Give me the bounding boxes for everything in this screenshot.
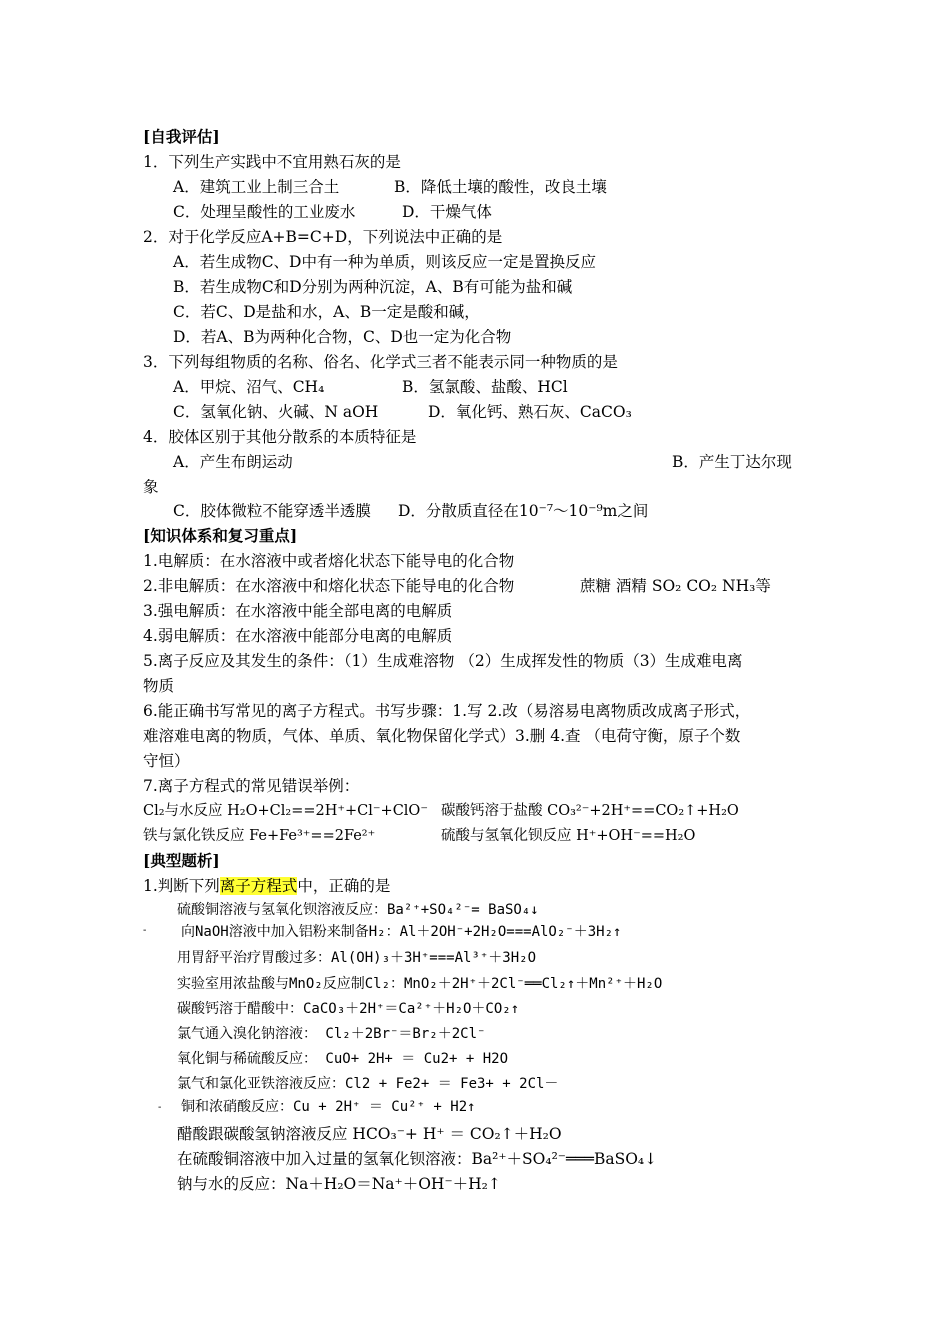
highlighted-term: 离子方程式 xyxy=(219,877,298,895)
analysis-question-1 xyxy=(143,876,390,896)
question-1-option-d: D．干燥气体 xyxy=(402,203,492,221)
question-1-option-c: C．处理呈酸性的工业废水 xyxy=(173,203,356,221)
error-example-2-right: 硫酸与氢氧化钡反应 H⁺+OH⁻==H₂O xyxy=(441,828,696,844)
analysis-question-1-suffix: 中，正确的是 xyxy=(297,877,391,895)
knowledge-point-5-line-2: 物质 xyxy=(143,677,175,695)
knowledge-point-2-examples: 蔗糖 酒精 SO₂ CO₂ NH₃等 xyxy=(580,577,771,595)
question-2-option-a: A．若生成物C、D中有一种为单质，则该反应一定是置换反应 xyxy=(173,253,596,271)
question-3-stem: 3．下列每组物质的名称、俗名、化学式三者不能表示同一种物质的是 xyxy=(143,353,618,371)
knowledge-point-6-line-3: 守恒） xyxy=(143,752,190,770)
bullet-mark: - xyxy=(158,1102,162,1113)
question-2-option-b: B．若生成物C和D分别为两种沉淀，A、B有可能为盐和碱 xyxy=(173,278,573,296)
knowledge-point-1: 1.电解质：在水溶液中或者熔化状态下能导电的化合物 xyxy=(143,552,515,570)
equation-item: 向NaOH溶液中加入铝粉来制备H₂：Al＋2OH⁻+2H₂O===AlO₂⁻＋3H₂↑ xyxy=(181,924,622,940)
error-example-1-right: 碳酸钙溶于盐酸 CO₃²⁻+2H⁺==CO₂↑+H₂O xyxy=(441,803,739,819)
knowledge-point-6-line-1: 6.能正确书写常见的离子方程式。书写步骤：1.写 2.改（易溶易电离物质改成离子形式， xyxy=(143,702,751,720)
equation-item: 在硫酸铜溶液中加入过量的氢氧化钡溶液：Ba²⁺＋SO₄²⁻═══BaSO₄↓ xyxy=(177,1150,658,1168)
knowledge-point-4: 4.弱电解质：在水溶液中能部分电离的电解质 xyxy=(143,627,453,645)
question-2-stem: 2．对于化学反应A+B=C+D，下列说法中正确的是 xyxy=(143,228,503,246)
knowledge-point-5-line-1: 5.离子反应及其发生的条件：（1）生成难溶物 （2）生成挥发性的物质（3）生成难电离 xyxy=(143,652,743,670)
equation-item: 醋酸跟碳酸氢钠溶液反应 HCO₃⁻+ H⁺ ＝ CO₂↑＋H₂O xyxy=(177,1125,562,1143)
question-3-option-d: D．氧化钙、熟石灰、CaCO₃ xyxy=(428,403,632,421)
question-1-stem: 1．下列生产实践中不宜用熟石灰的是 xyxy=(143,153,401,171)
section-heading-analysis: [典型题析] xyxy=(143,851,220,870)
question-3-option-c: C．氢氧化钠、火碱、N aOH xyxy=(173,403,379,421)
knowledge-point-3: 3.强电解质：在水溶液中能全部电离的电解质 xyxy=(143,602,453,620)
section-heading-self-eval: [自我评估] xyxy=(143,127,220,146)
question-2-option-d: D．若A、B为两种化合物，C、D也一定为化合物 xyxy=(173,328,512,346)
section-heading-knowledge: [知识体系和复习重点] xyxy=(143,526,298,545)
question-4-option-d: D．分散质直径在10⁻⁷～10⁻⁹m之间 xyxy=(398,502,649,520)
question-4-option-a: A．产生布朗运动 xyxy=(173,453,293,471)
equation-item: 氯气通入溴化钠溶液： Cl₂＋2Br⁻＝Br₂＋2Cl⁻ xyxy=(177,1026,486,1042)
question-4-stem: 4．胶体区别于其他分散系的本质特征是 xyxy=(143,428,417,446)
knowledge-point-2: 2.非电解质：在水溶液中和熔化状态下能导电的化合物 xyxy=(143,577,515,595)
analysis-question-1-prefix: 1.判断下列 xyxy=(143,877,220,895)
error-example-2-left: 铁与氯化铁反应 Fe+Fe³⁺==2Fe²⁺ xyxy=(143,828,376,844)
equation-item: 铜和浓硝酸反应：Cu + 2H⁺ ＝ Cu²⁺ + H2↑ xyxy=(181,1099,476,1115)
equation-item: 用胃舒平治疗胃酸过多：Al(OH)₃＋3H⁺===Al³⁺＋3H₂O xyxy=(177,950,537,966)
error-example-1-left: Cl₂与水反应 H₂O+Cl₂==2H⁺+Cl⁻+ClO⁻ xyxy=(143,803,428,819)
bullet-mark: - xyxy=(143,925,147,936)
equation-item: 钠与水的反应：Na＋H₂O＝Na⁺＋OH⁻＋H₂↑ xyxy=(177,1175,501,1193)
question-4-option-c: C．胶体微粒不能穿透半透膜 xyxy=(173,502,371,520)
knowledge-point-7: 7.离子方程式的常见错误举例： xyxy=(143,777,360,795)
question-3-option-a: A．甲烷、沼气、CH₄ xyxy=(173,378,325,396)
question-2-option-c: C．若C、D是盐和水，A、B一定是酸和碱， xyxy=(173,303,480,321)
equation-item: 碳酸钙溶于醋酸中：CaCO₃＋2H⁺＝Ca²⁺＋H₂O＋CO₂↑ xyxy=(177,1001,520,1017)
equation-item: 实验室用浓盐酸与MnO₂反应制Cl₂：MnO₂＋2H⁺＋2Cl⁻══Cl₂↑＋Mn²⁺＋H₂O xyxy=(177,976,663,992)
equation-item: 硫酸铜溶液与氢氧化钡溶液反应：Ba²⁺+SO₄²⁻= BaSO₄↓ xyxy=(177,902,539,918)
question-1-option-b: B．降低土壤的酸性，改良土壤 xyxy=(394,178,607,196)
knowledge-point-6-line-2: 难溶难电离的物质，气体、单质、氧化物保留化学式）3.删 4.查 （电荷守衡，原子个数 xyxy=(143,727,741,745)
question-4-option-b-wrap: 象 xyxy=(143,478,159,496)
equation-item: 氧化铜与稀硫酸反应： CuO+ 2H+ ＝ Cu2+ + H2O xyxy=(177,1051,509,1067)
question-4-option-b: B．产生丁达尔现 xyxy=(672,453,792,471)
equation-item: 氯气和氯化亚铁溶液反应：Cl2 + Fe2+ ＝ Fe3+ + 2Cl－ xyxy=(177,1076,559,1092)
question-1-option-a: A．建筑工业上制三合土 xyxy=(173,178,340,196)
question-3-option-b: B．氢氯酸、盐酸、HCl xyxy=(402,378,568,396)
